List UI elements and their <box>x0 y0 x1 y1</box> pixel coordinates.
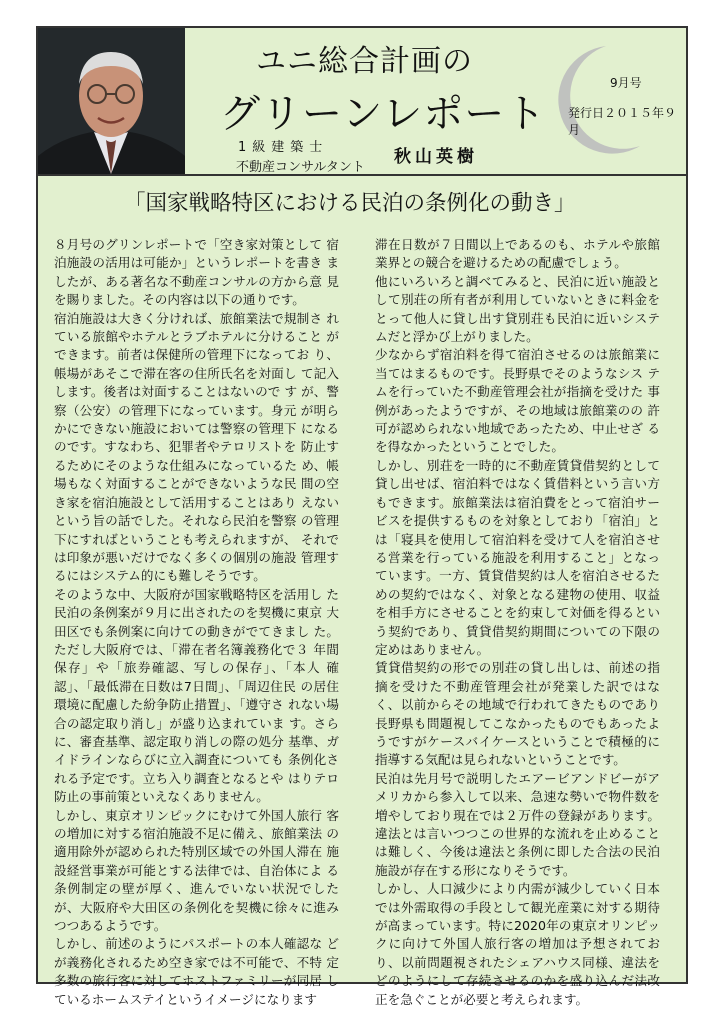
newsletter-title-line2: グリーンレポート <box>220 91 547 137</box>
paragraph: しかし、人口減少により内需が減少していく日本では外需取得の手段として観光産業に対する期待が高まっています。特に2020年の東京オリンピックに向けて外国人旅行客の増加は予想されており、以前問題視されたシェアハウス同様、違法をどのようにして存続させるのかを盛り込んだ法改正を急ぐことが必要と考えられます。 <box>375 881 660 1007</box>
author-role: 不動産コンサルタント <box>236 160 365 175</box>
paragraph: 賃貸借契約の形での別荘の貸し出しは、前述の指摘を受けた不動産管理会社が発業した訳ではなく、以前からその地域で行われてきたものであり長野県も問題視してこなかったものでもあったようですがケースバイケースということで積極的に指導する気配は見られないということです。 <box>375 660 660 768</box>
article-panel <box>36 176 688 1007</box>
publish-date: 発行日２０１５年９月 <box>568 106 677 137</box>
author-name: 秋山英樹 <box>394 147 478 167</box>
paragraph: ８月号のグリンレポートで「空き家対策として 宿泊施設の活用は可能か」というレポートを書き ましたが、ある著名な不動産コンサルの方から意 見を賜りました。その内容は以下の通りです。 <box>54 237 339 308</box>
newsletter-title-line1: ユニ総合計画の <box>256 44 473 79</box>
author-photo <box>38 28 185 174</box>
article-column-right <box>375 236 660 1009</box>
crescent-moon-icon <box>536 42 644 158</box>
paragraph: しかし、東京オリンピックにむけて外国人旅行 客の増加に対する宿泊施設不足に備え、旅館業法 の適用除外が認められた特別区域での外国人滞在 施設経営事業が可能とする法律では、自治体によ る条例制定の壁が厚く、進んでいない状況でした が、大阪府や大田区の条例化を契機に徐々に進み つつあるようです。 <box>54 807 339 934</box>
author-license: 1級建築士 <box>238 140 329 155</box>
article-column-left <box>54 236 339 1009</box>
paragraph: しかし、前述のようにパスポートの本人確認な どが義務化されるため空き家では不可能で、不特 定多数の旅行客に対してホストファミリーが同居 しているホームステイというイメージになります <box>54 936 339 1007</box>
issue-label: 9月号 <box>610 76 642 90</box>
paragraph: 滞在日数が７日間以上であるのも、ホテルや旅館業界との競合を避けるための配慮でしょう。 <box>375 237 660 271</box>
report-header <box>36 26 688 176</box>
paragraph: 少なからず宿泊料を得て宿泊させるのは旅館業に当てはまるものです。長野県でそのようなシス テムを行っていた不動産管理会社が指摘を受けた 事例があったようですが、その地域は旅館業のの 許可が認められない地域であったため、中止せざ るを得なかったということでした。 <box>375 347 660 455</box>
paragraph: そのような中、大阪府が国家戦略特区を活用し た民泊の条例案が９月に出されたのを契機に東京 大田区でも条例案に向けての動きがでてきまし た。ただし大阪府では、「滞在者名簿義務化で３ 年間保存」や「旅券確認、写しの保存」、「本人 確認」、「最低滞在日数は7日間」、「周辺住民 の居住環境に配慮した紛争防止措置」、「遵守さ れない場合の認定取り消し」が盛り込まれていま す。さらに、審査基準、認定取り消しの際の処分 基準、ガイドラインならびに立入調査についても 条例化される予定です。立ち入り調査となるとや はりテロ防止の事前策といえなくありません。 <box>54 586 339 805</box>
article-headline: 「国家戦略特区における民泊の条例化の動き」 <box>124 191 576 216</box>
paragraph: 民泊は先月号で説明したエアービアンドビーがアメリカから参入して以来、急速な勢いで物件数を増やしており現在では２万件の登録があります。違法とは言いつつこの世界的な流れを止めることは難しく、今後は違法と条例に即した合法の民泊施設が存在する形になりそうです。 <box>375 770 660 878</box>
paragraph: 宿泊施設は大きく分ければ、旅館業法で規制さ れている旅館やホテルとラブホテルに分けること ができます。前者は保健所の管理下になってお り、帳場があそこで滞在客の住所氏名を対面し て記入します。後者は対面することはないので す が、警察（公安）の管理下になっています。身元 が明らかにできない施設においては警察の管理下 になるのです。すなわち、犯罪者やテロリストを 防止するためにそのような仕組みになっているた め、帳場もなく対面することができないような民 間の空き家を宿泊施設として活用することはあり えないという旨の話でした。それなら民泊を警察 の管理下にすればということも考えられますが、 それでは印象が悪いだけでなく多くの個別の施設 管理するにはシステム的にも難しそうです。 <box>54 310 339 584</box>
paragraph: しかし、別荘を一時的に不動産賃貸借契約として貸し出せば、宿泊料ではなく賃借料という言い方もできます。旅館業法は宿泊費をとって宿泊サービスを提供するものを対象としており「宿泊」とは「寝具を使用して宿泊料を受けて人を宿泊させる営業を行っている施設を利用すること」となっています。一方、賃貸借契約は人を宿泊させるための契約ではなく、対象となる建物の使用、収益を相手方にさせることを約束して対価を得るという契約であり、賃貸借契約期間についての下限の定めはありません。 <box>375 457 660 657</box>
paragraph: 他にいろいろと調べてみると、民泊に近い施設として別荘の所有者が利用していないときに料金をとって他人に貸し出す貸別荘も民泊に近いシステムだと浮かび上がりました。 <box>375 273 660 345</box>
